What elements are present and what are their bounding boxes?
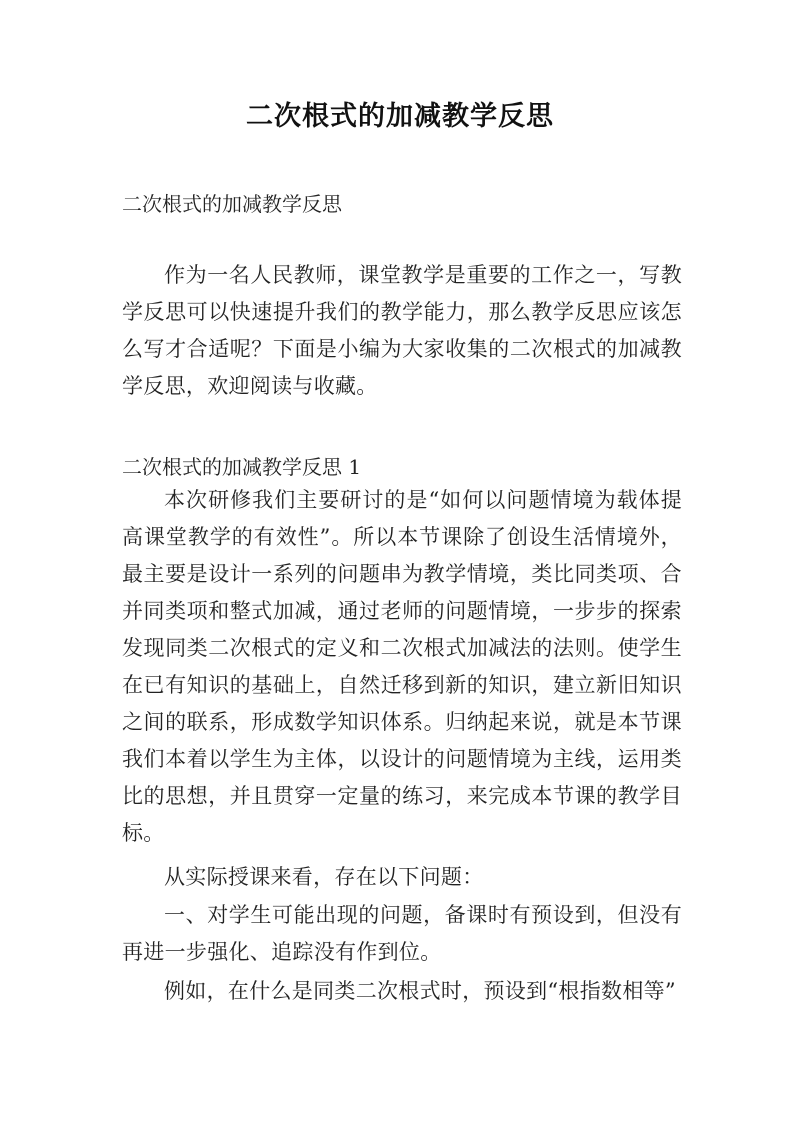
intro-paragraph: 作为一名人民教师，课堂教学是重要的工作之一，写教学反思可以快速提升我们的教学能力，那么教学反思应该怎么写才合适呢？下面是小编为大家收集的二次根式的加减教学反思，欢迎阅读与收藏。 [122, 263, 682, 398]
body-paragraph: 本次研修我们主要研讨的是“如何以问题情境为载体提高课堂教学的有效性”。所以本节课除了创设生活情境外，最主要是设计一系列的问题串为教学情境，类比同类项、合并同类项和整式加减，通过老师的问题情境，一步步的探索发现同类二次根式的定义和二次根式加减法的法则。使学生在已有知识的基础上，自然迁移到新的知识，建立新旧知识之间的联系，形成数学知识体系。归纳起来说，就是本节课我们本着以学生为主体，以设计的问题情境为主线，运用类比的思想，并且贯穿一定量的练习，来完成本节课的教学目标。 [122, 488, 682, 845]
document-title: 二次根式的加减教学反思 [246, 101, 554, 132]
document-subtitle: 二次根式的加减教学反思 [122, 192, 342, 216]
body-paragraph: 一、对学生可能出现的问题，备课时有预设到，但没有再进一步强化、追踪没有作到位。 [122, 903, 682, 964]
section-heading: 二次根式的加减教学反思 1 [122, 455, 362, 479]
body-paragraph: 例如，在什么是同类二次根式时，预设到“根指数相等” [164, 979, 676, 1003]
body-paragraph: 从实际授课来看，存在以下问题： [164, 865, 484, 889]
